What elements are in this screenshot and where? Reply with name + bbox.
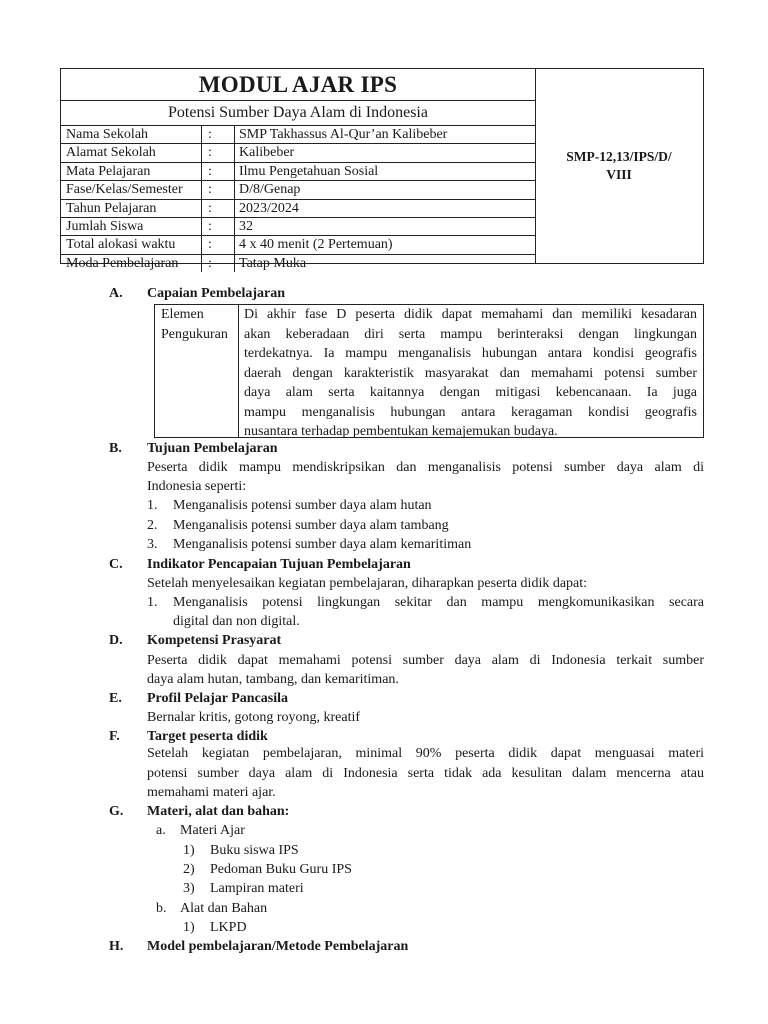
info-separator: : [202,200,235,217]
list-item: Pedoman Buku Guru IPS [210,862,352,877]
info-separator: : [202,126,235,143]
capaian-line: mampu menganalisis hubungan antara keragaman kondisi geografis [244,404,697,420]
section-h-letter: H. [109,939,124,954]
section-d-line-2: daya alam hutan, tambang, dan kemaritiman. [147,672,399,687]
capaian-text-cell [239,305,703,442]
list-item: LKPD [210,920,247,935]
info-label: Tahun Pelajaran [61,200,202,217]
info-label: Alamat Sekolah [61,144,202,161]
list-number: 2. [147,518,158,533]
info-value: 2023/2024 [239,200,299,216]
info-value: SMP Takhassus Al-Qur’an Kalibeber [239,127,448,142]
info-label: Moda Pembelajaran [61,255,202,272]
section-h-title: Model pembelajaran/Metode Pembelajaran [147,939,409,954]
list-number: 1) [183,843,195,858]
capaian-line: terdekatnya. Ia mampu menganalisis hubungan antara kondisi geografis [244,346,697,361]
list-number: 3) [183,881,195,896]
section-e-letter: E. [109,691,122,706]
section-c-letter: C. [109,557,123,572]
info-label: Fase/Kelas/Semester [61,181,202,198]
info-separator: : [202,218,235,235]
module-code: SMP-12,13/IPS/D/ VIII [566,149,672,182]
capaian-table [154,304,704,438]
info-value: 32 [239,218,253,234]
section-e-line-1: Bernalar kritis, gotong royong, kreatif [147,710,361,725]
capaian-line: akan keberadaan diri serta mampu berinteraksi dengan lingkungan [244,326,697,342]
section-f-line-3: memahami materi ajar. [147,785,276,800]
section-f-line-1: Setelah kegiatan pembelajaran, minimal 90% peserta didik dapat menguasai materi [147,746,704,761]
capaian-label-line-2: Pengukuran [161,326,228,342]
info-row-school-address [61,144,535,162]
section-a-title: Capaian Pembelajaran [147,286,286,301]
info-value: 4 x 40 menit (2 Pertemuan) [239,237,393,253]
section-d-title: Kompetensi Prasyarat [147,633,282,648]
section-a-letter: A. [109,286,123,301]
sublist-title: Materi Ajar [180,823,245,838]
info-label: Mata Pelajaran [61,163,202,180]
section-f-line-2: potensi sumber daya alam di Indonesia serta tidak ada kesulitan dalam mencerna atau [147,766,704,781]
section-b-line-2: Indonesia seperti: [147,479,247,494]
list-number: 3. [147,537,158,552]
info-row-subject [61,163,535,181]
info-label: Total alokasi waktu [61,236,202,253]
info-row-students [61,218,535,236]
section-b-title: Tujuan Pembelajaran [147,441,278,456]
module-header-table [60,68,704,271]
info-label: Nama Sekolah [61,126,202,143]
section-d-letter: D. [109,633,123,648]
list-item-line-2: digital dan non digital. [173,614,300,629]
info-row-mode [61,255,535,272]
section-g-letter: G. [109,804,124,819]
sublist-letter: a. [156,823,166,838]
header-left-column [61,69,536,271]
info-row-time [61,236,535,254]
section-c-line-1: Setelah menyelesaikan kegiatan pembelajaran, diharapkan peserta didik dapat: [147,576,588,591]
list-number: 1. [147,498,158,513]
info-separator: : [202,255,235,272]
info-value: Tatap Muka [239,255,307,271]
sublist-letter: b. [156,901,167,916]
list-item: Menganalisis potensi sumber daya alam tambang [173,518,449,533]
section-f-title: Target peserta didik [147,729,268,744]
list-number: 1. [147,595,158,610]
sublist-title: Alat dan Bahan [180,901,268,916]
info-separator: : [202,144,235,161]
list-item: Lampiran materi [210,881,304,896]
info-row-year [61,200,535,218]
section-c-title: Indikator Pencapaian Tujuan Pembelajaran [147,557,411,572]
info-separator: : [202,236,235,253]
info-row-school-name [61,126,535,144]
list-item-line-1: Menganalisis potensi lingkungan sekitar dan mampu mengkomunikasikan secara [173,595,704,610]
info-separator: : [202,163,235,180]
list-item: Buku siswa IPS [210,843,299,858]
module-subtitle: Potensi Sumber Daya Alam di Indonesia [61,101,535,126]
section-b-letter: B. [109,441,122,456]
list-item: Menganalisis potensi sumber daya alam kemaritiman [173,537,472,552]
module-title: MODUL AJAR IPS [61,69,535,101]
info-value: Ilmu Pengetahuan Sosial [239,163,379,179]
capaian-label-cell [155,305,239,437]
capaian-line: daya alam serta kaitannya dengan mitigasi kebencanaan. Ia juga [244,385,697,400]
header-code-cell [535,69,703,263]
capaian-line: Di akhir fase D peserta didik dapat memahami dan memiliki kesadaran [244,307,697,322]
section-e-title: Profil Pelajar Pancasila [147,691,289,706]
capaian-line: nusantara terhadap pembentukan kemajemukan budaya. [244,424,558,439]
capaian-line: daerah dengan karakteristik masyarakat dan memahami potensi sumber [244,365,697,381]
list-number: 1) [183,920,195,935]
capaian-label-line-1: Elemen [161,307,204,322]
info-value: D/8/Genap [239,182,301,198]
list-item: Menganalisis potensi sumber daya alam hutan [173,498,432,513]
info-label: Jumlah Siswa [61,218,202,235]
section-b-line-1: Peserta didik mampu mendiskripsikan dan menganalisis potensi sumber daya alam di [147,460,704,475]
info-row-phase [61,181,535,199]
info-value: Kalibeber [239,145,295,161]
section-f-letter: F. [109,729,120,744]
section-g-title: Materi, alat dan bahan: [147,804,290,819]
info-separator: : [202,181,235,198]
list-number: 2) [183,862,195,877]
section-d-line-1: Peserta didik dapat memahami potensi sumber daya alam di Indonesia terkait sumber [147,653,704,668]
